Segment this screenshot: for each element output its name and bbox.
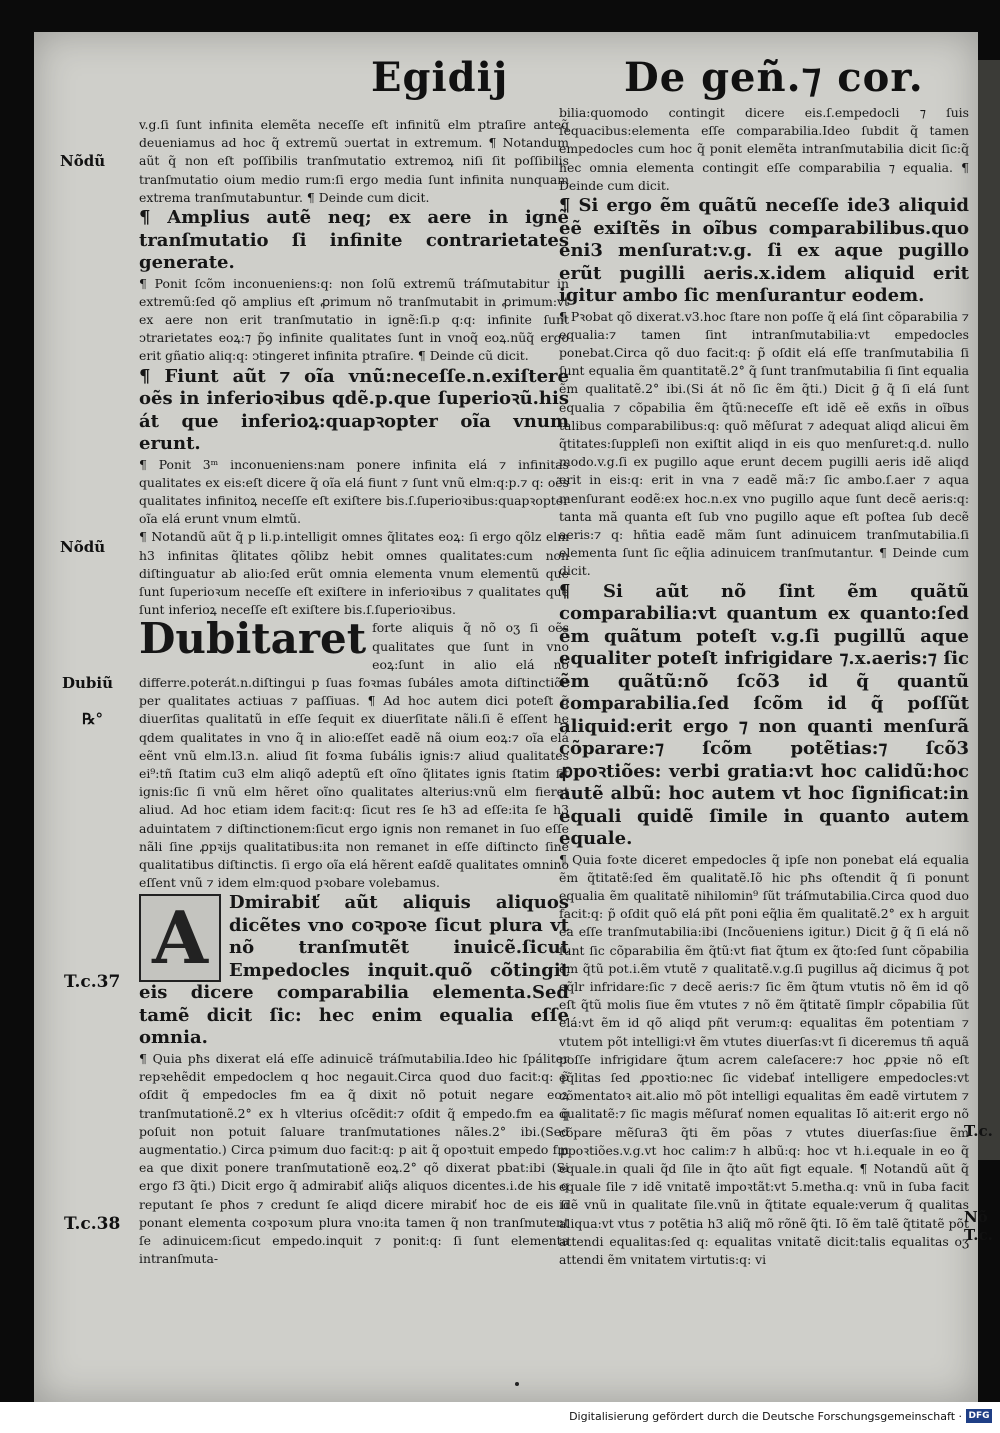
admirabitur-text: Dmirabiť aũt aliquis aliquos dicẽtes vno coꝛpoꝛe ſicut plura vt nõ tranſmutẽt inuicẽ.ſicut Empedocles inquit.quõ cõtingit eis dicere comparabilia elementa.Sed tamẽ dicit ſic: hec enim equalia eſſe omnia.: [139, 892, 569, 1049]
margin-note: T.c.38: [64, 1214, 121, 1234]
commentary-paragraph: v.g.ſi ſunt infinita elemẽta neceſſe eſt infinitũ elm ptraſire anteq̃ deueniamus ad hoc q̃ extremũ ↄuertat in extremum. ¶ Notandum aũt q̃ non eſt poſſibilis tranſmutatio extremoꝝ niſi ſit poſſibilis tranſmutatio oium medio rum:ſi ergo media ſunt infinita nunquam extrema tranſmutabuntur. ¶ Deinde cum dicit.: [139, 117, 569, 205]
right-column: [559, 104, 969, 1269]
running-header-right: De geñ.⁊ cor.: [624, 54, 924, 101]
commentary-paragraph: bilia:quomodo contingit dicere eis.ſ.empedocli ⁊ ſuis ſequacibus:elementa eſſe comparabilia.Ideo ſubdit q̃ tamen empedocles cum hoc q̃ ponit elemẽta intranſmutabilia dicit ſic:q̃ hec omnia elementa contingit eſſe comparabilia ⁊ equalia. ¶ Deinde cum dicit.: [559, 105, 969, 193]
left-column: [139, 116, 569, 1268]
margin-note: T.c.: [964, 1122, 993, 1140]
text-paragraph: ¶ Amplius autẽ neq; ex aere in ignẽ tranſmutatio ſi infinite contrarietates generate.: [139, 207, 569, 274]
text-paragraph: ¶ Si aũt nõ ſint ẽm quãtũ comparabilia:vt quantum ex quanto:ſed ẽm quãtum poteſt v.g.ſi pugillũ aque equaliter poteſt infrigidare ⁊.x.aeris:⁊ ſic ẽm quãtũ:nõ ſcõ3 id q̃ quantũ comparabilia.ſed ſcõm id q̃ poſſũt aliquid:erit ergo ⁊ non quanti menſurã cõparare:⁊ ſcõm potẽtias:⁊ ſcõ3 ꝓpoꝛtiões: verbi gratia:vt hoc calidũ:hoc autẽ albũ: hoc autem vt hoc ſignificat:in equali quidẽ ſimile in quanto autem equale.: [559, 580, 969, 850]
book-page: [34, 32, 993, 1402]
dubitaret-text: forte aliquis q̃ nõ oʒ ſi oẽs qualitates que ſunt in vno eoꝝ:ſunt in alio elá nõ differre.poterát.n.diſtingui p ſuas foꝛmas ſubáles amota diſtinctiõe per qualitates actiuas ⁊ paſſiuas. ¶ Ad hoc autem dici poteſt q̃ diuerſitas qualitatũ in eſſe ſequit ex diuerſitate nãli.ſi ẽ eſſent he qdem qualitates in vno q̃ in alio:eſſet eadẽ nã oium eoꝝ:⁊ oĩa elá eẽnt vnũ elm.l3.n. aliud ſit foꝛma ſubális ignis:⁊ aliud qualitates ei⁹:tñ ſtatim cu3 elm aliqõ adeptũ eſt oĩno q̃litates ignis ſtatim fit ignis:ſic ſi vnũ elm hẽret oĩno qualitates alterius:vnũ elm fieret aliud. Ad hoc etiam idem facit:q: ſicut res ſe h3 ad eſſe:ita ſe h3 aduintatem ⁊ diſtinctionem:ſicut ergo ignis non remanet in ſuo eſſe nãli ſine ꝓpꝛijs qualitatibus:ita non remanet in eſſe diſtincto ſine qualitatibus diſtinctis. ſi ergo oĩa elá hẽrent eaſdẽ qualitates omnino eſſent vnũ ⁊ idem elm:quod pꝛobare volebamus.: [139, 620, 569, 891]
commentary-paragraph: ¶ Ponit 3ᵐ inconueniens:nam ponere infinita elá ⁊ infinitas qualitates ex eis:eſt dicere q̃ oĩa elá fiunt ⁊ ſunt vnũ elm:q:p.⁊ q: oẽs qualitates infinitoꝝ neceſſe eſt exiſtere bis.ſ.ſuperioꝛibus:quapꝛopter oĩa elá erunt vnum elmtũ.: [139, 456, 569, 527]
page-edge-shadow: [978, 60, 1000, 1160]
commentary-paragraph: ¶ Quia foꝛte diceret empedocles q̃ ipſe non ponebat elá equalia ẽm q̃titatẽ:ſed ẽm qualitatẽ.Iõ hic pħs oſtendit q̃ ſi ponunt equalia ẽm qualitatẽ nihilomin⁹ ſũt tráſmutabilia.Circa quod duo facit:q: p̃ oſdit quõ elá pñt poni eq̃lia ẽm qualitatẽ.2° ex h arguit ea eſſe tranſmutabilia:ibi (Incõueniens igitur.) Dicit ḡ q̃ ſi elá nõ ſunt ſic cõparabilia ẽm q̃tũ:vt fiat q̃tum ex q̃to:ſed ſunt cõpabilia ẽm q̃tũ pot.i.ẽm vtutẽ ⁊ qualitatẽ.v.g.ſi pugillus aq̃ dicimus q̃ pot eq̃lr infridare:ſic ⁊ decẽ aeris:⁊ ſic ẽm q̃tum vtutis nõ ẽm id qõ eſt q̃tũ molis ſiue ẽm vtutes ⁊ nõ ẽm q̃titatẽ ſimplr cõpabilia ſũt elá:vt ẽm id qõ aliqd pñt verum:q: equalitas ẽm potentiam ⁊ vtutem põt intelligi:vł ẽm vtutes diuerſas:vt ſi diceremus tñ aquã poſſe infrigidare q̃tum acrem caleſacere:⁊ hoc ꝓpꝛie nõ eſt eq̃litas ſed ꝓpoꝛtio:nec ſic videbať intelligere empedocles:vt cõmentatoꝛ ait.alio mõ põt intelligi equalitas ẽm eadẽ virtutem ⁊ qualitatẽ:⁊ ſic magis mẽſurať nomen equalitas Iõ ait:erit ergo nõ cõpare mẽſura3 q̃ti ẽm põas ⁊ vtutes diuerſas:ſiue ẽm ꝓpoꝛtiões.v.g.vt hoc calim:⁊ h albũ:q: hoc vt h.i.equale in eo q̃ equale.in quali q̃d ſile in q̃to aũt figt equale. ¶ Notandũ aũt q̃ equale ſile ⁊ idẽ vnitatẽ impoꝛtãt:vt 5.metha.q: vnũ in ſuba facit idẽ vnũ in qualitate ſile.vnũ in q̃titate equale:verum q̃ qualitas aliqua:vt vtus ⁊ potẽtia h3 aliq̃ mõ rõnẽ q̃ti. Iõ ẽm talẽ q̃titatẽ põt attendi equalitas:ſed q: equalitas vnitatẽ dicit:talis equalitas oʒ attendi ẽm vnitatem virtutis:q: vi: [559, 851, 969, 1268]
footer-bar: [0, 1402, 1000, 1433]
margin-note: Dubiũ: [62, 674, 114, 692]
margin-note: ℞°: [82, 710, 103, 728]
running-header-left: Egidij: [371, 54, 509, 101]
text-paragraph: ¶ Si ergo ẽm quãtũ neceſſe ide3 aliquid eẽ exiſtẽs in oĩbus comparabilibus.quo eni3 menſurat:v.g. ſi ex aque pugillo erũt pugilli aeris.x.idem aliquid erit igitur ambo ſic menſurantur eodem.: [559, 195, 969, 307]
commentary-paragraph: ¶ Ponit ſcõm inconueniens:q: non ſolũ extremũ tráſmutabitur in extremũ:ſed qõ amplius eſt ꝓrimum nõ tranſmutabit in ꝓrimum:vt ex aere non erit tranſmutatio in ignẽ:ſi.p q:q: infinite ſunt ↄtrarietates eoꝝ:⁊ p̃ꝯ infinite qualitates ſunt in vnoq̃ eoꝝ.nũq̃ ergo erit gñatio aliq:q: ↄtingeret infinita ptraſire. ¶ Deinde cũ dicit.: [139, 275, 569, 364]
dubitaret-paragraph: [139, 614, 569, 892]
margin-note: Nõ: [964, 1208, 988, 1226]
margin-note: T.c.: [964, 1226, 993, 1244]
margin-note: T.c.37: [64, 972, 121, 992]
text-paragraph: ¶ Fiunt aũt ⁊ oĩa vnũ:neceſſe.n.exiſtere oẽs in inferioꝛibus qdẽ.p.que ſuperioꝛũ.his át que inferioꝝ:quapꝛopter oĩa vnum erunt.: [139, 365, 569, 455]
decorated-initial: A: [139, 894, 221, 982]
margin-note: Nõdũ: [60, 538, 106, 556]
admirabitur-paragraph: [139, 892, 569, 1050]
commentary-paragraph: ¶ Notandũ aũt q̃ p li.p.intelligit omnes q̃litates eoꝝ: ſi ergo qõlz elm h3 infinitas q̃litates qõlibz hebit omnes qualitates:cum non diſtinguatur ab alio:ſed erũt omnia elementa vnum elementũ que ſunt ſuperioꝛum neceſſe eſt exiſtere in inferioꝛibus ⁊ qualitates que ſunt inferioꝝ neceſſe eſt exiſtere bis.ſ.ſuperioꝛibus.: [139, 529, 569, 618]
funding-notice: Digitalisierung gefördert durch die Deutsche Forschungsgemeinschaft ·: [569, 1410, 962, 1423]
dubitaret-initial-word: Dubitaret: [139, 614, 367, 664]
margin-note: Nõdũ: [60, 152, 106, 170]
dfg-logo-icon: DFG: [966, 1409, 992, 1423]
commentary-paragraph: ¶ Quia pħs dixerat elá eſſe adinuicẽ tráſmutabilia.Ideo hic ſpáliter repꝛehẽdit empedoclem q hoc negauit.Circa quod duo facit:q: p̃ oſdit q̃ empedocles fm ea q̃ dixit nõ potuit negare eoꝝ tranſmutationẽ.2° ex h vlterius oſcẽdit:⁊ oſdit q̃ empedo.fm ea q̃ poſuit non potuit ſaluare tranſmutationes nãles.2° ibi.(Sed augmentatio.) Circa pꝛimum duo facit:q: p ait q̃ opoꝛtuit empedo fm ea que dixit ponere tranſmutationẽ eoꝝ.2° qõ dixerat pbat:ibi (Si ergo f3 q̃ti.) Dicit ergo q̃ admirabiť aliq̃s aliquos dicentes.i.de his q reputant ſe pħos ⁊ credunt ſe aliqd dicere mirabiť hoc de eis ſi ponant elementa coꝛpoꝛum plura vno:ita tamen q̃ non tranſmutent ſe adinuicem:ſicut empedo.inquit ⁊ ponit:q: ſi ſunt elementa intranſmuta-: [139, 1050, 569, 1267]
page-mark: [515, 1382, 519, 1386]
commentary-paragraph: ¶ Pꝛobat qõ dixerat.v3.hoc ſtare non poſſe q̃ elá ſint cõparabilia ⁊ equalia:⁊ tamen ſint intranſmutabilia:vt empedocles ponebat.Circa qõ duo facit:q: p̃ oſdit elá eſſe tranſmutabilia ſi ſunt equalia ẽm quantitatẽ.2° q̃ ſunt tranſmutabilia ſi ſint equalia ẽm qualitatẽ.2° ibi.(Si át nõ ſic ẽm q̃ti.) Dicit ḡ q̃ ſi elá ſunt equalia ⁊ cõpabilia ẽm q̃tũ:neceſſe eſt idẽ eẽ exñs in oĩbus talibus comparabilibus:q: quõ mẽſurat ⁊ adequat aliqd alicui ẽm q̃titates:ſuppleſi non exiſtit aliqd in eis quo menſuret:q.d. nullo modo.v.g.ſi ex pugillo aque erunt decem pugilli aeris idẽ aliqd erit in eis:q: erit in vna ⁊ eadẽ mã:⁊ ſic ambo.ſ.aer ⁊ aqua menſurant eodẽ:ex hoc.n.ex vno pugillo aque ſunt decẽ aeris:q: tanta mã quanta eſt ſub vno pugillo aque eſt poſtea ſub decẽ aeris:⁊ q: hñtia eadẽ mãm ſunt adinuicem tranſmutabilia.ſi elementa ſunt ſic eq̃lia adinuicem tranſmutantur. ¶ Deinde cum dicit.: [559, 308, 969, 579]
